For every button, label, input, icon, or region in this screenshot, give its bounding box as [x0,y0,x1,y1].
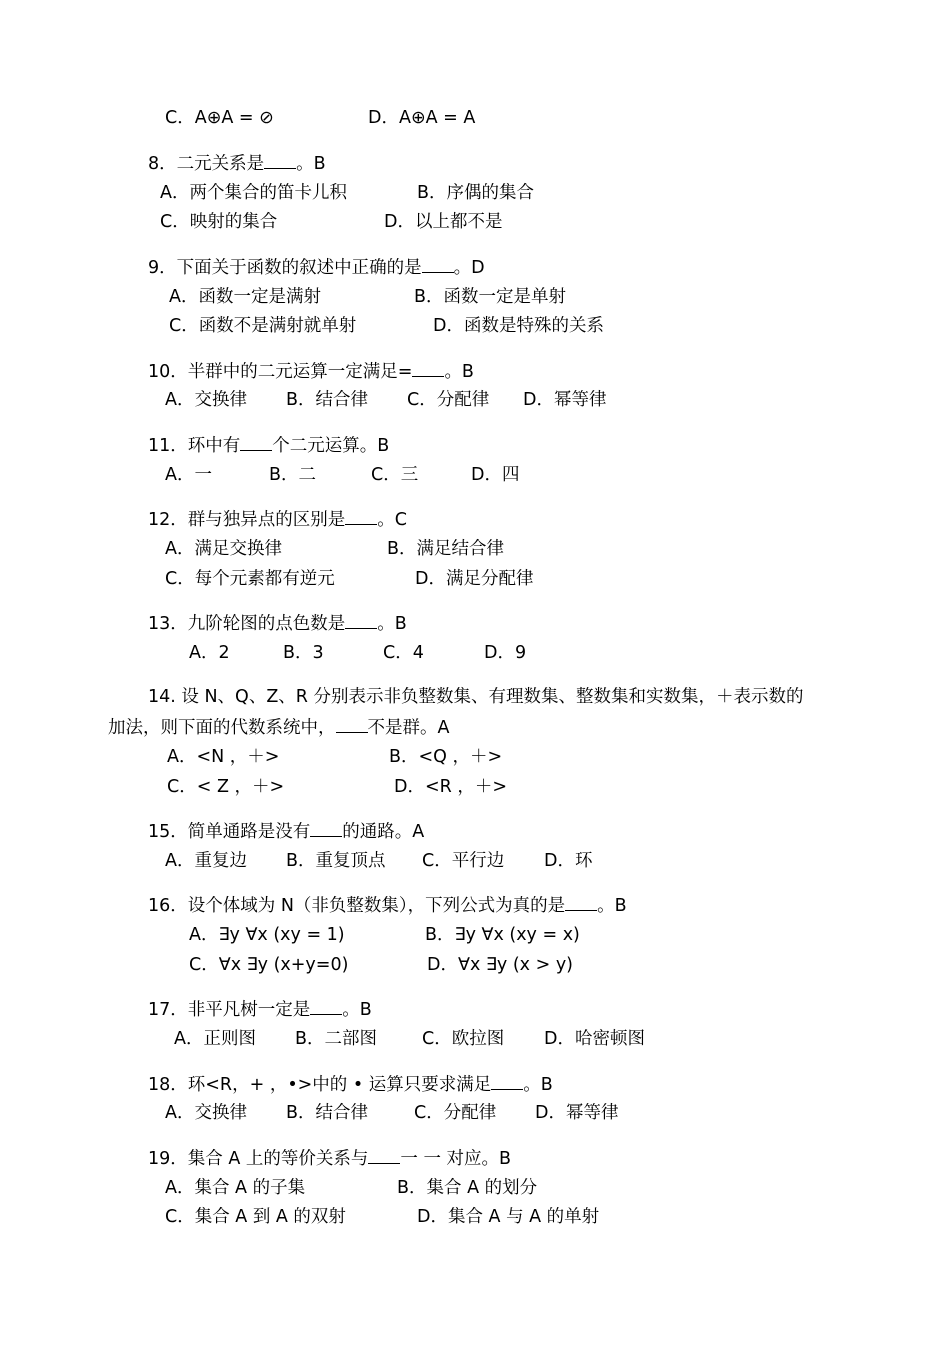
answer-blank [422,256,454,273]
answer-blank [565,894,597,911]
q9-option-a: A．函数一定是满射 [169,287,321,307]
q19-option-b: B．集合 A 的划分 [397,1178,538,1198]
q12-option-a: A．满足交换律 [165,539,282,559]
q10-stem [148,360,474,383]
q19-option-d: D．集合 A 与 A 的单射 [417,1207,600,1227]
q14-stem-line1: 14. 设 N、Q、Z、R 分别表示非负整数集、有理数集、整数集和实数集，＋表示数的 [148,687,804,707]
q9-stem-text: 9．下面关于函数的叙述中正确的是 [148,258,422,278]
q16-stem-text: 16．设个体域为 N（非负整数集），下列公式为真的是 [148,896,566,916]
q13-option-a: A．2 [189,643,230,663]
q15-option-b: B．重复顶点 [286,851,386,871]
q8-stem-text: 8．二元关系是 [148,154,265,174]
q8-option-d: D．以上都不是 [384,212,503,232]
q14-option-c: C．< Z ，＋> [167,777,285,797]
q8-answer: 。B [296,154,326,174]
q14-stem-text: 加法，则下面的代数系统中， [108,718,336,738]
answer-blank [264,152,296,169]
q12-option-b: B．满足结合律 [387,539,505,559]
q8-option-a: A．两个集合的笛卡儿积 [160,183,347,203]
q12-stem-text: 12．群与独异点的区别是 [148,510,346,530]
q17-option-d: D．哈密顿图 [544,1029,645,1049]
q16-option-d: D．∀x ∃y (x > y) [427,955,573,975]
answer-blank [310,820,342,837]
q17-stem-text: 17．非平凡树一定是 [148,1000,311,1020]
q8-option-b: B．序偶的集合 [417,183,535,203]
q10-option-a: A．交换律 [165,390,247,410]
q10-answer: 。B [444,362,474,382]
q14-option-a: A．<N ，＋> [167,747,280,767]
q10-option-b: B．结合律 [286,390,369,410]
q15-option-d: D．环 [544,851,593,871]
q9-stem [148,256,485,279]
q11-stem-text: 11．环中有 [148,436,241,456]
q11-option-c: C．三 [371,465,419,485]
q8-option-c: C．映射的集合 [160,212,278,232]
q9-option-d: D．函数是特殊的关系 [433,316,604,336]
q11-stem [148,434,389,457]
q14-option-b: B．<Q ，＋> [389,747,503,767]
q12-answer: 。C [377,510,408,530]
q18-option-c: C．分配律 [414,1103,497,1123]
q17-stem [148,998,372,1021]
q9-option-b: B．函数一定是单射 [414,287,567,307]
q11-option-d: D．四 [471,465,520,485]
q13-answer: 。B [377,614,407,634]
q11-option-b: B．二 [269,465,317,485]
q13-stem [148,612,407,635]
q16-option-a: A．∃y ∀x (xy = 1) [189,925,345,945]
q13-option-d: D．9 [484,643,527,663]
q15-answer: 的通路。A [342,822,425,842]
q17-option-c: C．欧拉图 [422,1029,505,1049]
q11-answer: 个二元运算。B [272,436,390,456]
q16-option-c: C．∀x ∃y (x+y=0) [189,955,349,975]
answer-blank [412,360,444,377]
q15-option-a: A．重复边 [165,851,247,871]
q12-option-c: C．每个元素都有逆元 [165,569,335,589]
q15-option-c: C．平行边 [422,851,505,871]
answer-blank [310,998,342,1015]
q13-stem-text: 13．九阶轮图的点色数是 [148,614,346,634]
q18-answer: 。B [523,1075,553,1095]
q15-stem [148,820,424,843]
q19-option-c: C．集合 A 到 A 的双射 [165,1207,346,1227]
q17-option-b: B．二部图 [295,1029,378,1049]
q14-answer: 不是群。A [367,718,450,738]
q14-stem-line2 [108,716,449,739]
q13-option-b: B．3 [283,643,324,663]
q19-answer: 一 一 对应。B [400,1149,512,1169]
q9-option-c: C．函数不是满射就单射 [169,316,357,336]
answer-blank [368,1147,400,1164]
q13-option-c: C．4 [383,643,424,663]
q16-stem [148,894,627,917]
q11-option-a: A．一 [165,465,212,485]
answer-blank [345,508,377,525]
q18-option-d: D．幂等律 [535,1103,619,1123]
q7-option-c: C．A⊕A = ⊘ [165,108,274,128]
q12-option-d: D．满足分配律 [415,569,534,589]
q18-stem [148,1073,553,1096]
answer-blank [336,716,368,733]
q19-option-a: A．集合 A 的子集 [165,1178,306,1198]
q16-option-b: B．∃y ∀x (xy = x) [425,925,580,945]
q14-option-d: D．<R ，＋> [394,777,508,797]
q18-stem-text: 18．环<R，+ ，•>中的 • 运算只要求满足 [148,1075,492,1095]
q19-stem [148,1147,511,1170]
q7-option-d: D．A⊕A = A [368,108,476,128]
q10-option-c: C．分配律 [407,390,490,410]
q16-answer: 。B [597,896,627,916]
q15-stem-text: 15．简单通路是没有 [148,822,311,842]
q17-answer: 。B [342,1000,372,1020]
q18-option-a: A．交换律 [165,1103,247,1123]
q10-option-d: D．幂等律 [523,390,607,410]
q17-option-a: A．正则图 [174,1029,256,1049]
answer-blank [240,434,272,451]
answer-blank [491,1073,523,1090]
q18-option-b: B．结合律 [286,1103,369,1123]
q9-answer: 。D [453,258,485,278]
q10-stem-text: 10．半群中的二元运算一定满足= [148,362,413,382]
q19-stem-text: 19．集合 A 上的等价关系与 [148,1149,369,1169]
q8-stem [148,152,326,175]
q12-stem [148,508,407,531]
answer-blank [345,612,377,629]
